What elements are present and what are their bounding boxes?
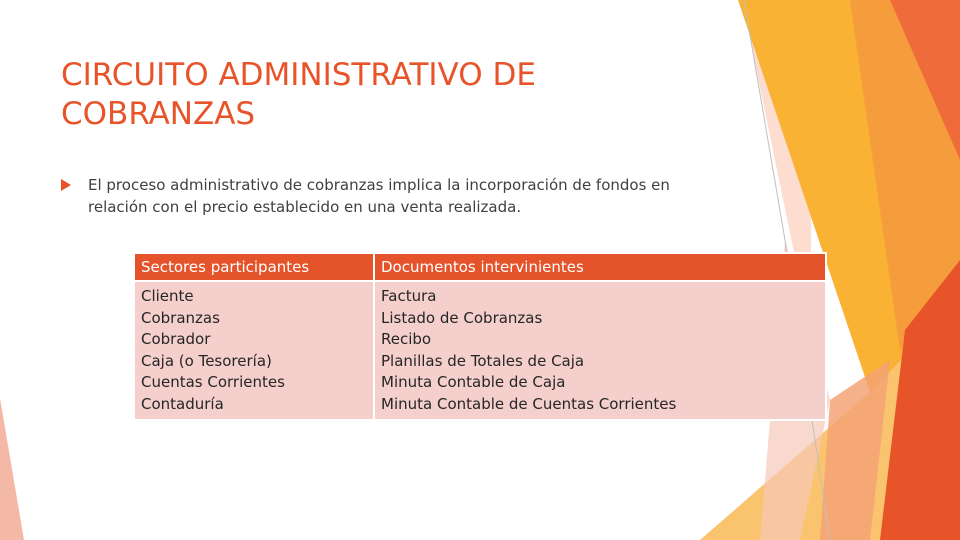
left-edge-shape: [0, 398, 24, 540]
bullet-text-line-1: El proceso administrativo de cobranzas implica la incorporación de fondos en: [88, 176, 670, 194]
bullet-text: [88, 174, 670, 218]
sector-item: Contaduría: [141, 394, 224, 413]
bullet-item: [61, 174, 721, 218]
documento-item: Recibo: [381, 330, 432, 348]
table-header-row: [134, 253, 826, 281]
table-row: [134, 281, 826, 420]
documentos-cell: [374, 281, 826, 420]
sector-item: Cuentas Corrientes: [141, 373, 285, 391]
documento-item: Minuta Contable de Caja: [381, 373, 566, 391]
documento-item: Listado de Cobranzas: [381, 308, 543, 327]
bullet-text-line-2: relación con el precio establecido en una venta realizada.: [88, 198, 522, 216]
slide-title-line-2: COBRANZAS: [61, 96, 256, 132]
slide-title: [61, 56, 701, 134]
slide-title-line-1: CIRCUITO ADMINISTRATIVO DE: [61, 57, 536, 93]
documento-item: Planillas de Totales de Caja: [381, 351, 585, 370]
sector-item: Cobranzas: [141, 308, 220, 327]
header-sectores: Sectores participantes: [134, 253, 374, 281]
triangle-bullet-icon: [61, 179, 71, 191]
sector-item: Cobrador: [141, 330, 211, 348]
sector-item: Cliente: [141, 287, 194, 305]
info-table: [133, 252, 827, 421]
sector-item: Caja (o Tesorería): [141, 351, 272, 370]
sectores-cell: [134, 281, 374, 420]
documento-item: Minuta Contable de Cuentas Corrientes: [381, 394, 677, 413]
documento-item: Factura: [381, 287, 437, 305]
header-documentos: Documentos intervinientes: [374, 253, 826, 281]
